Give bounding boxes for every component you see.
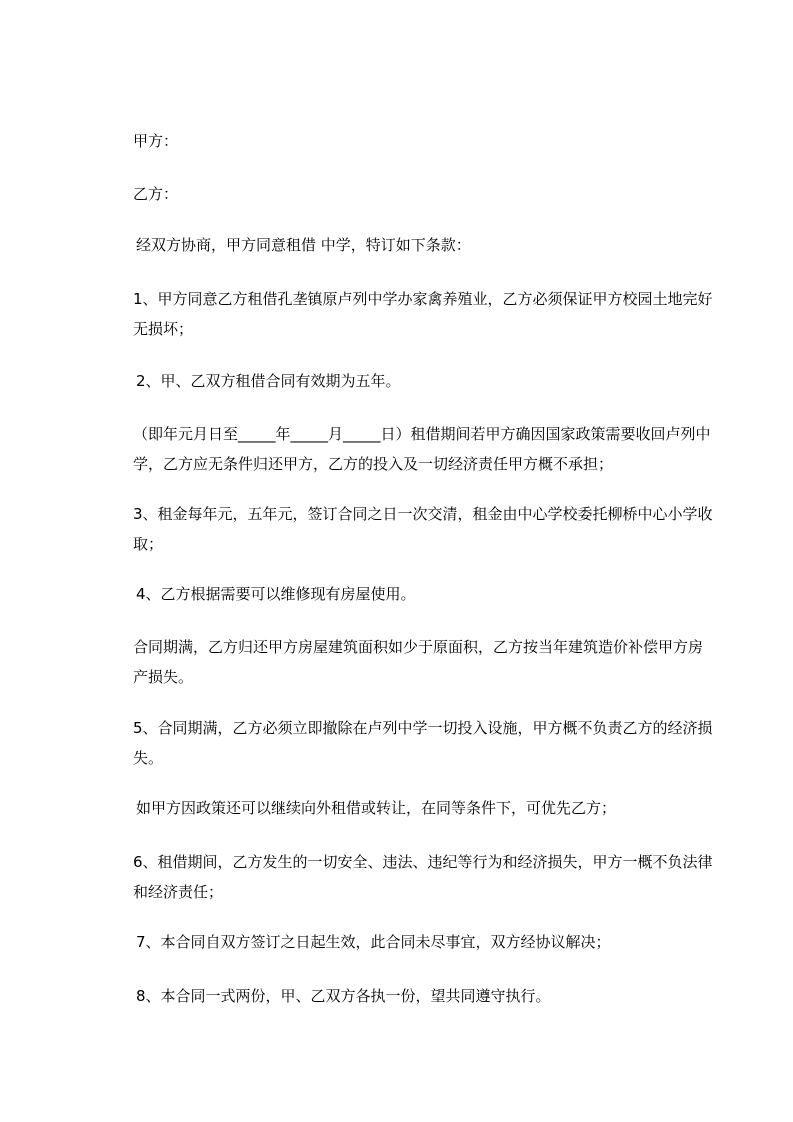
- party-a-line: [133, 126, 713, 156]
- paragraph-text: 经双方协商，甲方同意租借 中学，特订如下条款：: [136, 236, 471, 254]
- paragraph-text: 如甲方因政策还可以继续向外租借或转让，在同等条件下，可优先乙方；: [136, 799, 617, 817]
- paragraph-text: 合同期满，乙方归还甲方房屋建筑面积如少于原面积，乙方按当年建筑造价补偿甲方房产损失。: [133, 638, 704, 686]
- paragraph-text: 6、租借期间，乙方发生的一切安全、违法、违纪等行为和经济损失，甲方一概不负法律和经济责任；: [133, 853, 713, 901]
- clause-4: [136, 579, 716, 609]
- paragraph-text: 1、甲方同意乙方租借孔垄镇原卢列中学办家禽养殖业，乙方必须保证甲方校园土地完好无损坏；: [133, 290, 713, 338]
- clause-2: [136, 366, 716, 396]
- paragraph-text: 5、合同期满，乙方必须立即撤除在卢列中学一切投入设施，甲方概不负责乙方的经济损失。: [133, 719, 713, 767]
- clause-7: [136, 927, 716, 957]
- clause-6: [133, 847, 713, 907]
- paragraph-text: 4、乙方根据需要可以维修现有房屋使用。: [136, 585, 416, 603]
- paragraph-text: 7、本合同自双方签订之日起生效，此合同未尽事宜，双方经协议解决；: [136, 933, 611, 951]
- clause-4-expiry: [133, 632, 713, 692]
- paragraph-text: 8、本合同一式两份，甲、乙双方各执一份，望共同遵守执行。: [136, 987, 551, 1005]
- paragraph-text: （即年元月日至_____年_____月_____日）租借期间若甲方确因国家政策需要收回卢列中学，乙方应无条件归还甲方，乙方的投入及一切经济责任甲方概不承担；: [133, 425, 711, 473]
- clause-3: [133, 499, 713, 559]
- clause-1: [133, 284, 713, 344]
- preamble-paragraph: [136, 230, 716, 260]
- clause-8: [136, 981, 716, 1011]
- clause-5-priority: [136, 793, 716, 823]
- paragraph-text: 甲方：: [133, 132, 179, 150]
- paragraph-text: 3、租金每年元，五年元，签订合同之日一次交清，租金由中心学校委托柳桥中心小学收取；: [133, 505, 713, 553]
- paragraph-text: 2、甲、乙双方租借合同有效期为五年。: [136, 372, 401, 390]
- paragraph-text: 乙方：: [133, 185, 179, 203]
- clause-2-term: [133, 419, 713, 479]
- party-b-line: [133, 179, 713, 209]
- clause-5: [133, 713, 713, 773]
